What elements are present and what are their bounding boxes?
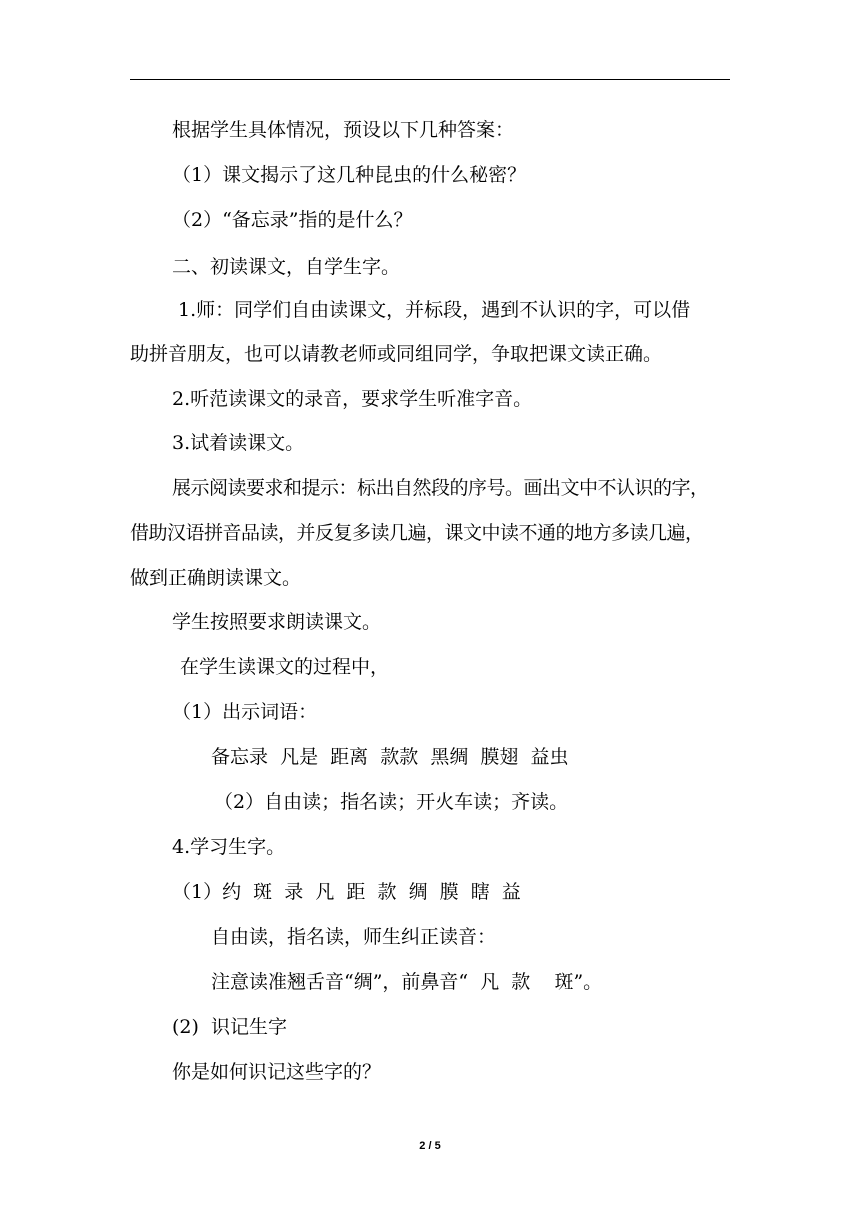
text-line: 助拼音朋友，也可以请教老师或同组同学，争取把课文读正确。 [130,343,663,365]
text-line: 借助汉语拼音品读，并反复多读几遍，课文中读不通的地方多读几遍， [130,522,704,544]
page-number: 2 / 5 [419,1140,441,1152]
text-line: 4.学习生字。 [172,836,286,858]
characters-line: （1）约 斑 录 凡 距 款 绸 膜 瞎 益 [172,881,521,903]
vocabulary-line: 备忘录 凡是 距离 款款 黑绸 膜翅 益虫 [211,746,569,768]
text-line: （1）出示词语： [172,701,318,723]
text-line: 根据学生具体情况，预设以下几种答案： [172,119,515,141]
text-line: (2) 识记生字 [172,1016,287,1038]
text-line: 在学生读课文的过程中， [180,656,390,678]
text-line: 做到正确朗读课文。 [130,567,302,589]
text-line: 3.试着读课文。 [172,432,305,454]
text-line: 你是如何识记这些字的？ [172,1061,382,1083]
text-line: 注意读准翘舌音“绸”，前鼻音“ 凡 款 斑”。 [211,971,603,993]
text-line: （1）课文揭示了这几种昆虫的什么秘密？ [172,164,527,186]
text-line: （2）“备忘录”指的是什么？ [172,209,413,231]
text-line: 展示阅读要求和提示：标出自然段的序号。画出文中不认识的字， [172,477,709,499]
text-line: 自由读，指名读，师生纠正读音： [211,926,497,948]
header-rule [130,79,730,80]
text-line: 学生按照要求朗读课文。 [172,611,382,633]
text-line: （2）自由读；指名读；开火车读；齐读。 [214,791,569,813]
section-heading: 二、初读课文，自学生字。 [172,256,401,278]
text-line: 1.师：同学们自由读课文，并标段，遇到不认识的字，可以借 [178,299,691,321]
text-line: 2.听范读课文的录音，要求学生听准字音。 [172,388,533,410]
